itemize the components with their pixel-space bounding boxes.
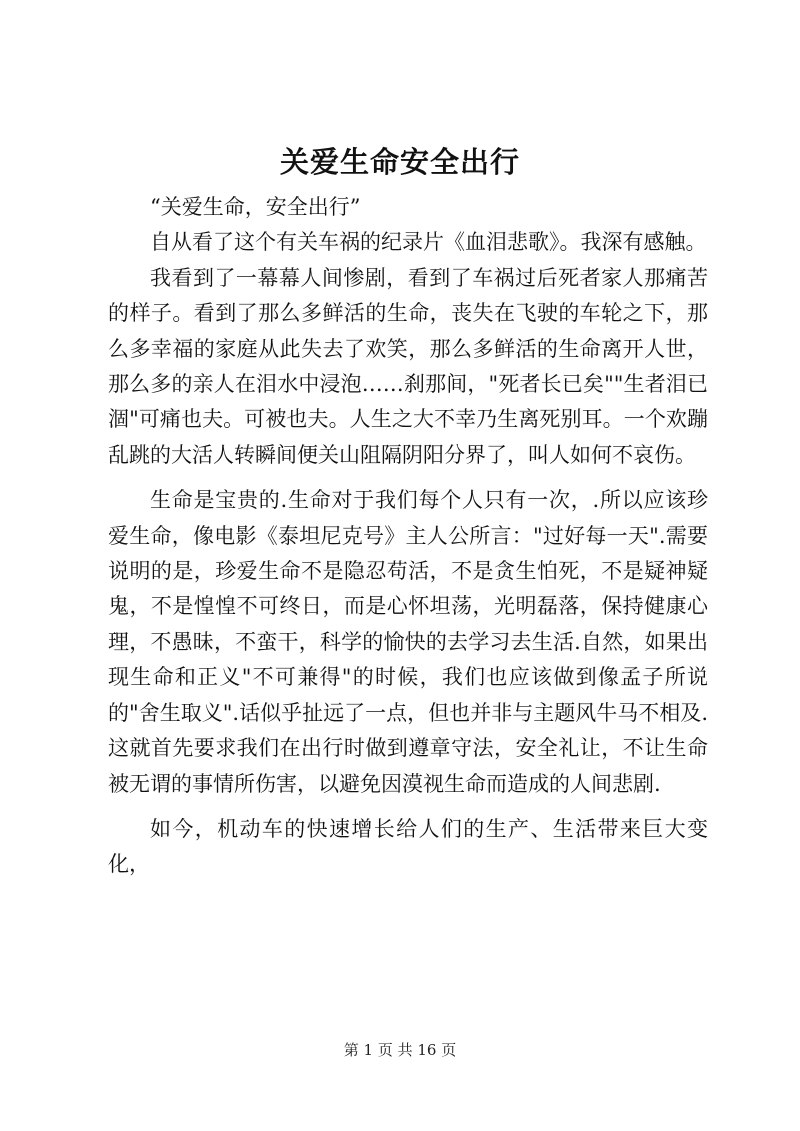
page-number-footer: 第 1 页 共 16 页 <box>343 1041 457 1059</box>
document-title: 关爱生命安全出行 <box>279 145 520 179</box>
paragraph-vehicles: 如今，机动车的快速增长给人们的生产、生活带来巨大变化， <box>108 816 708 877</box>
document-body <box>108 190 708 883</box>
paragraph-quote: “关爱生命，安全出行” <box>150 195 361 219</box>
paragraph-tragedy: 我看到了一幕幕人间惨剧，看到了车祸过后死者家人那痛苦的样子。看到了那么多鲜活的生命，丧失在飞驶的车轮之下，那么多幸福的家庭从此失去了欢笑，那么多鲜活的生命离开人世，那么多的亲人在泪水中浸泡……刹那间，"死者长已矣""生者泪已涸"可痛也夫。可被也夫。人生之大不幸乃生离死别耳。一个欢蹦乱跳的大活人转瞬间便关山阻隔阴阳分界了，叫人如何不哀伤。 <box>108 265 708 467</box>
paragraph-intro: 自从看了这个有关车祸的纪录片《血泪悲歌》。我深有感触。 <box>150 230 707 255</box>
paragraph-value-of-life: 生命是宝贵的.生命对于我们每个人只有一次，.所以应该珍爱生命，像电影《泰坦尼克号》主人公所言："过好每一天".需要说明的是，珍爱生命不是隐忍苟活，不是贪生怕死，不是疑神疑鬼，不是惶惶不可终日，而是心怀坦荡，光明磊落，保持健康心理，不愚昧，不蛮干，科学的愉快的去学习去生活.自然，如果出现生命和正义"不可兼得"的时候，我们也应该做到像孟子所说的"舍生取义".话似乎扯远了一点，但也并非与主题风牛马不相及.这就首先要求我们在出行时做到遵章守法，安全礼让，不让生命被无谓的事情所伤害，以避免因漠视生命而造成的人间悲剧. <box>108 488 708 796</box>
